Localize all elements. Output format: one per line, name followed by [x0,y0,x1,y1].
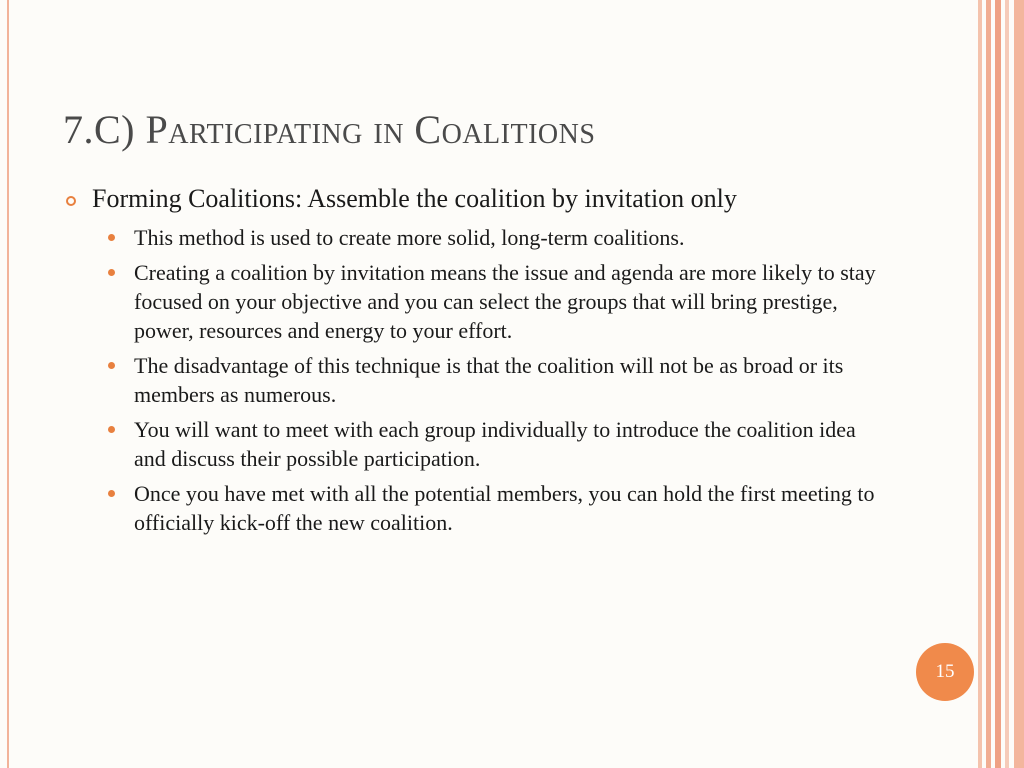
stripe [1005,0,1009,768]
list-item-text: You will want to meet with each group individually to introduce the coalition idea and discuss their possible participation. [134,417,856,471]
list-item [62,479,892,537]
list-item-text: The disadvantage of this technique is that the coalition will not be as broad or its members as numerous. [134,353,844,407]
left-border-line [7,0,9,768]
list-item [62,415,892,473]
stripe [978,0,982,768]
stripe [986,0,991,768]
list-item-text: Once you have met with all the potential members, you can hold the first meeting to officially kick-off the new coalition. [134,481,875,535]
dot-bullet-icon [108,426,115,433]
list-item [62,223,892,252]
dot-bullet-icon [108,362,115,369]
slide-content [62,183,892,543]
slide-title: 7.C) Participating in Coalitions [63,107,596,152]
list-item [62,258,892,345]
dot-bullet-icon [108,269,115,276]
decorative-side-stripes [978,0,1024,768]
stripe [1014,0,1024,768]
list-item [62,351,892,409]
page-number-badge: 15 [916,643,974,701]
dot-bullet-icon [108,490,115,497]
stripe [995,0,1001,768]
main-bullet-point [62,183,892,215]
dot-bullet-icon [108,234,115,241]
ring-bullet-icon [66,196,76,206]
main-point-text: Forming Coalitions: Assemble the coalition by invitation only [92,184,737,213]
list-item-text: Creating a coalition by invitation means the issue and agenda are more likely to stay focused on your objective and you can select the groups that will bring prestige, power, resources and energy to your effort. [134,260,876,343]
list-item-text: This method is used to create more solid, long-term coalitions. [134,225,685,250]
sub-bullet-list [62,223,892,537]
